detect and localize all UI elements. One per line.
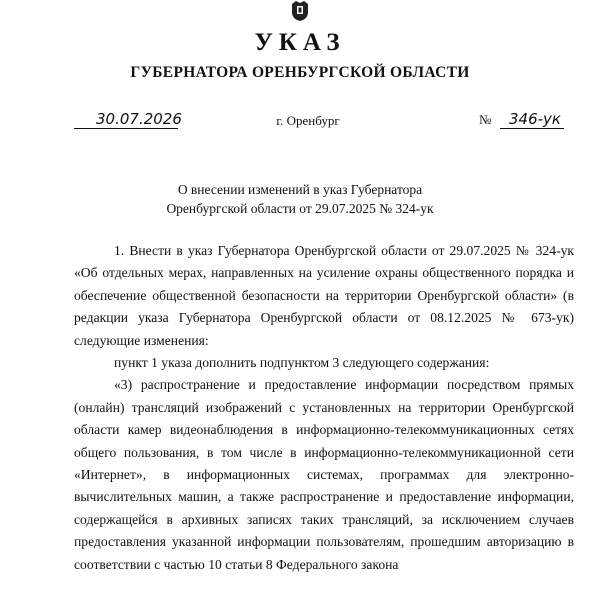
body-paragraph-3: «3) распространение и предоставление информации посредством прямых (онлайн) трансляций изображений с установленных на территории Оренбургской области камер видеонаблюдения в информационно-телекоммуникационных сетях общего пользования, в том числе в информационно-телекоммуникационной сети «Интернет», в информационных системах, программах для электронно-вычислительных машин, а также распространение и предоставление информации, содержащейся в архивных записях таких трансляций, за исключением случаев предоставления указанной информации пользователям, прошедшим авторизацию в соответствии с частью 10 статьи 8 Федерального закона <box>74 377 574 572</box>
document-date: 30.07.2026 <box>96 110 182 128</box>
number-label: № <box>479 112 492 127</box>
body-paragraph-1: 1. Внести в указ Губернатора Оренбургской области от 29.07.2025 № 324-ук «Об отдельных мерах, направленных на усиление охраны общественного порядка и обеспечение общественной безопасности на территории Оренбургской области» (в редакции указа Губернатора Оренбургской области от 08.12.2025 № 673-ук) следующие изменения: <box>74 243 574 348</box>
subject-line-2: Оренбургской области от 29.07.2025 № 324-ук <box>166 201 434 216</box>
document-city: г. Оренбург <box>276 113 340 128</box>
document-body <box>74 240 574 576</box>
coat-of-arms-icon <box>289 0 311 22</box>
document-type-title: УКАЗ <box>254 29 346 56</box>
issuer-title: ГУБЕРНАТОРА ОРЕНБУРГСКОЙ ОБЛАСТИ <box>130 64 470 81</box>
document-subject <box>0 180 600 218</box>
subject-line-1: О внесении изменений в указ Губернатора <box>177 182 423 197</box>
number-underline <box>500 128 564 129</box>
document-number: 346-ук <box>509 110 561 128</box>
body-paragraph-2: пункт 1 указа дополнить подпунктом 3 следующего содержания: <box>114 355 490 371</box>
